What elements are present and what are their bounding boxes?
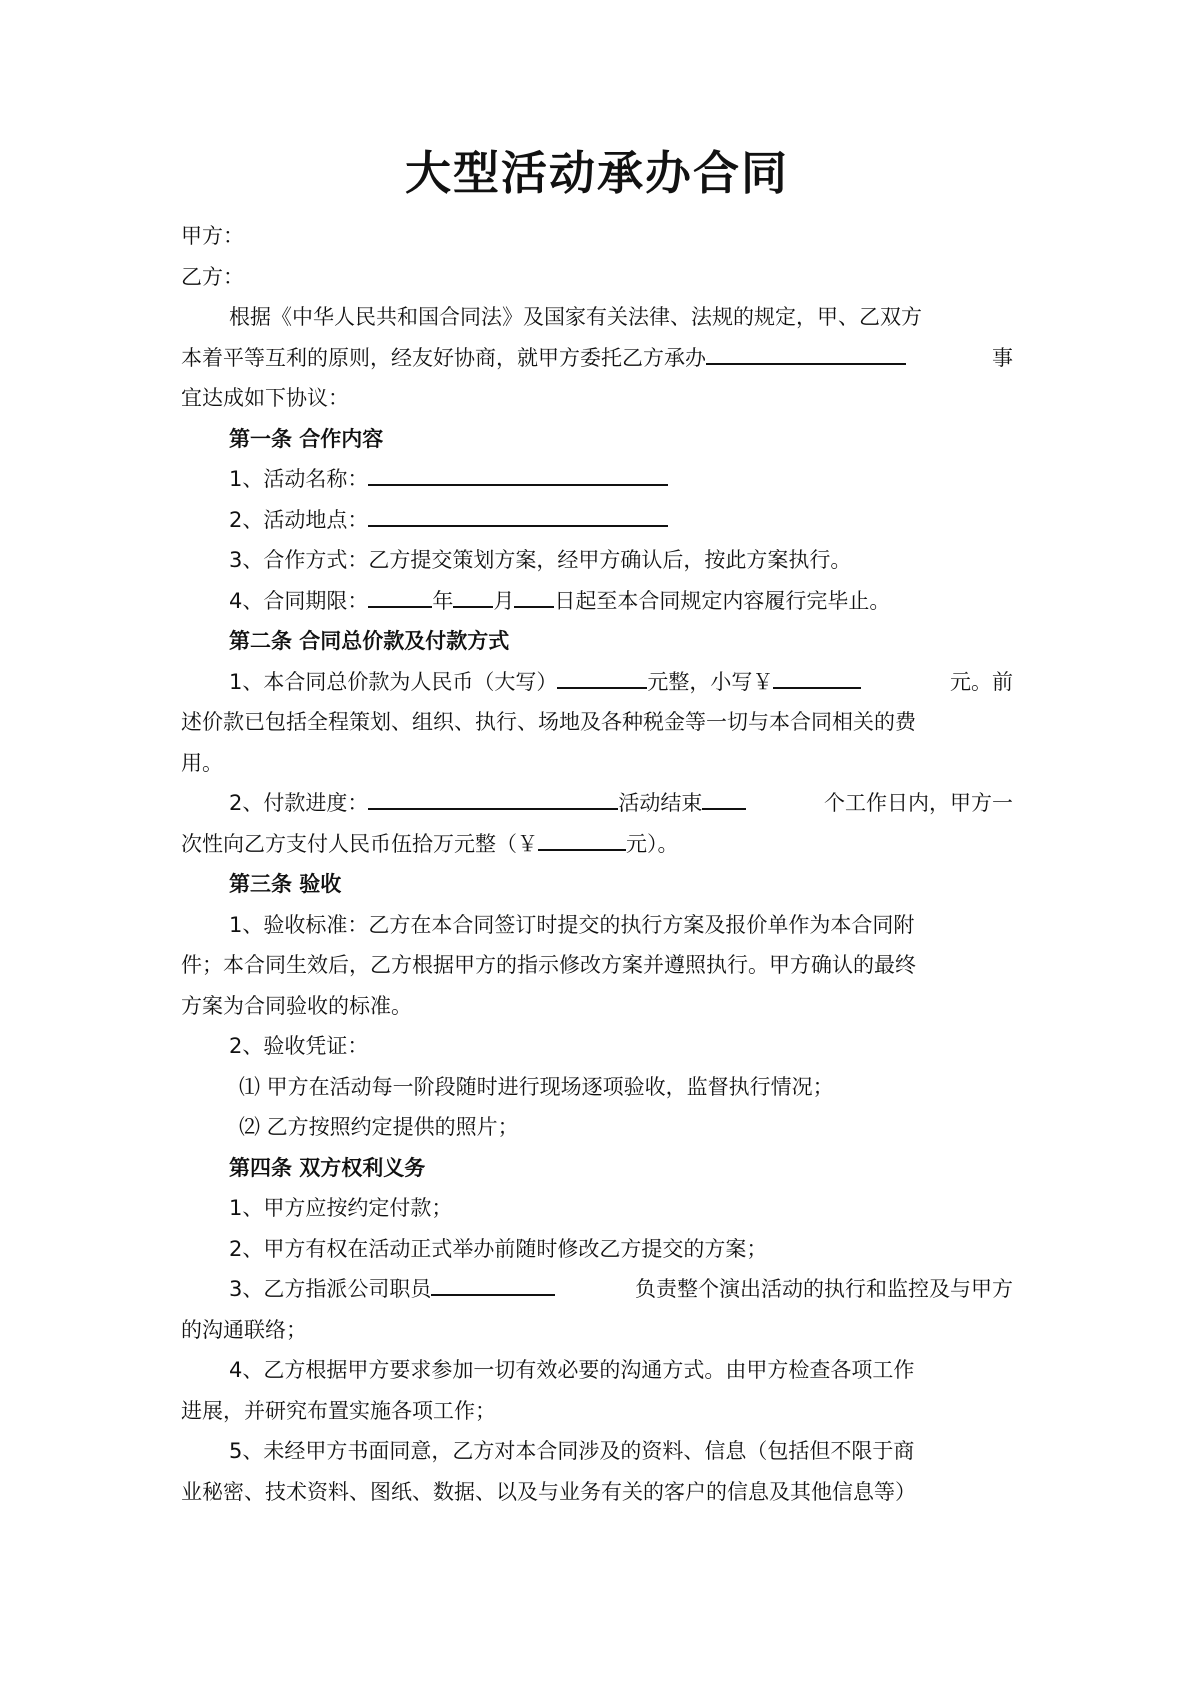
workdays-blank[interactable] [702,786,746,810]
lump-sum-text: 次性向乙方支付人民币伍拾万元整（￥ [181,831,538,856]
term-end-text: 日起至本合同规定内容履行完毕止。 [554,588,891,613]
activity-name-label: 1、活动名称： [229,467,369,491]
article-2-heading: 第二条 合同总价款及付款方式 [229,629,510,653]
staff-name-blank[interactable] [431,1272,555,1296]
activity-location-label: 2、活动地点： [229,507,369,532]
activity-name-blank[interactable] [368,462,668,486]
year-label: 年 [432,588,454,613]
lump-sum-amount-blank[interactable] [538,827,626,851]
month-label: 月 [493,588,515,613]
preamble-text: 本着平等互利的原则，经友好协商，就甲方委托乙方承办 [181,345,706,370]
year-blank[interactable] [368,584,432,608]
article-2-item-1-line-3: 用。 [181,750,223,775]
lump-sum-end-text: 元）。 [626,831,679,856]
article-3-item-2: 2、验收凭证： [229,1034,369,1058]
article-3-heading: 第三条 验收 [229,872,342,896]
article-1-item-3: 3、合作方式：乙方提交策划方案，经甲方确认后，按此方案执行。 [229,548,852,572]
payment-schedule-label: 2、付款进度： [229,791,369,815]
staff-duty-text: 负责整个演出活动的执行和监控及与甲方 [635,1277,1013,1301]
article-1-item-4 [181,581,1013,622]
article-2-item-2-line-2 [181,824,1013,865]
activity-location-blank[interactable] [368,503,668,527]
month-blank[interactable] [453,584,493,608]
article-4-item-4-line-1: 4、乙方根据甲方要求参加一切有效必要的沟通方式。由甲方检查各项工作 [229,1358,915,1382]
party-a-line: 甲方： [181,224,244,248]
article-4-item-2: 2、甲方有权在活动正式举办前随时修改乙方提交的方案； [229,1236,768,1261]
article-4-item-5-line-2: 业秘密、技术资料、图纸、数据、以及与业务有关的客户的信息及其他信息等） [181,1479,916,1504]
article-4-heading: 第四条 双方权利义务 [229,1155,426,1180]
price-end-text: 元。前 [950,669,1013,694]
document-title: 大型活动承办合同 [405,146,789,200]
article-3-sub-2: ⑵ 乙方按照约定提供的照片； [239,1115,519,1139]
article-3-item-1-line-2: 件；本合同生效后，乙方根据甲方的指示修改方案并遵照执行。甲方确认的最终 [181,953,916,977]
article-1-item-1 [181,459,1013,500]
article-1-item-2 [181,500,1013,541]
article-4-item-1: 1、甲方应按约定付款； [229,1196,453,1220]
article-3-sub-1: ⑴ 甲方在活动每一阶段随时进行现场逐项验收，监督执行情况； [239,1074,834,1099]
preamble-line-3: 宜达成如下协议： [181,386,349,410]
article-4-item-5-line-1: 5、未经甲方书面同意，乙方对本合同涉及的资料、信息（包括但不限于商 [229,1439,915,1463]
article-2-item-2-line-1 [181,783,1013,824]
party-b-line: 乙方： [181,264,244,289]
price-uppercase-blank[interactable] [557,665,647,689]
contract-term-label: 4、合同期限： [229,588,369,613]
payment-schedule-blank[interactable] [368,786,618,810]
article-3-item-1-line-3: 方案为合同验收的标准。 [181,993,412,1018]
article-2-item-1-line-2: 述价款已包括全程策划、组织、执行、场地及各种税金等一切与本合同相关的费 [181,710,916,734]
staff-label: 3、乙方指派公司职员 [229,1277,432,1301]
price-lowercase-label: 元整，小写￥ [647,669,774,694]
total-price-label: 1、本合同总价款为人民币（大写） [229,669,558,694]
preamble-text-end: 事 [992,345,1013,370]
article-1-heading: 第一条 合作内容 [229,426,384,451]
workdays-text: 个工作日内，甲方一 [824,791,1013,815]
article-3-item-1-line-1: 1、验收标准：乙方在本合同签订时提交的执行方案及报价单作为本合同附 [229,912,915,937]
event-matter-blank[interactable] [706,341,906,365]
article-4-item-3-line-2: 的沟通联络； [181,1317,307,1342]
article-4-item-4-line-2: 进展，并研究布置实施各项工作； [181,1398,496,1423]
price-lowercase-blank[interactable] [773,665,861,689]
preamble-line-1: 根据《中华人民共和国合同法》及国家有关法律、法规的规定，甲、乙双方 [229,305,922,329]
activity-end-label: 活动结束 [618,791,703,815]
preamble-line-2 [181,338,1013,379]
article-2-item-1-line-1 [181,662,1013,703]
article-4-item-3-line-1 [181,1269,1013,1310]
contract-page [181,140,1013,1512]
day-blank[interactable] [514,584,554,608]
